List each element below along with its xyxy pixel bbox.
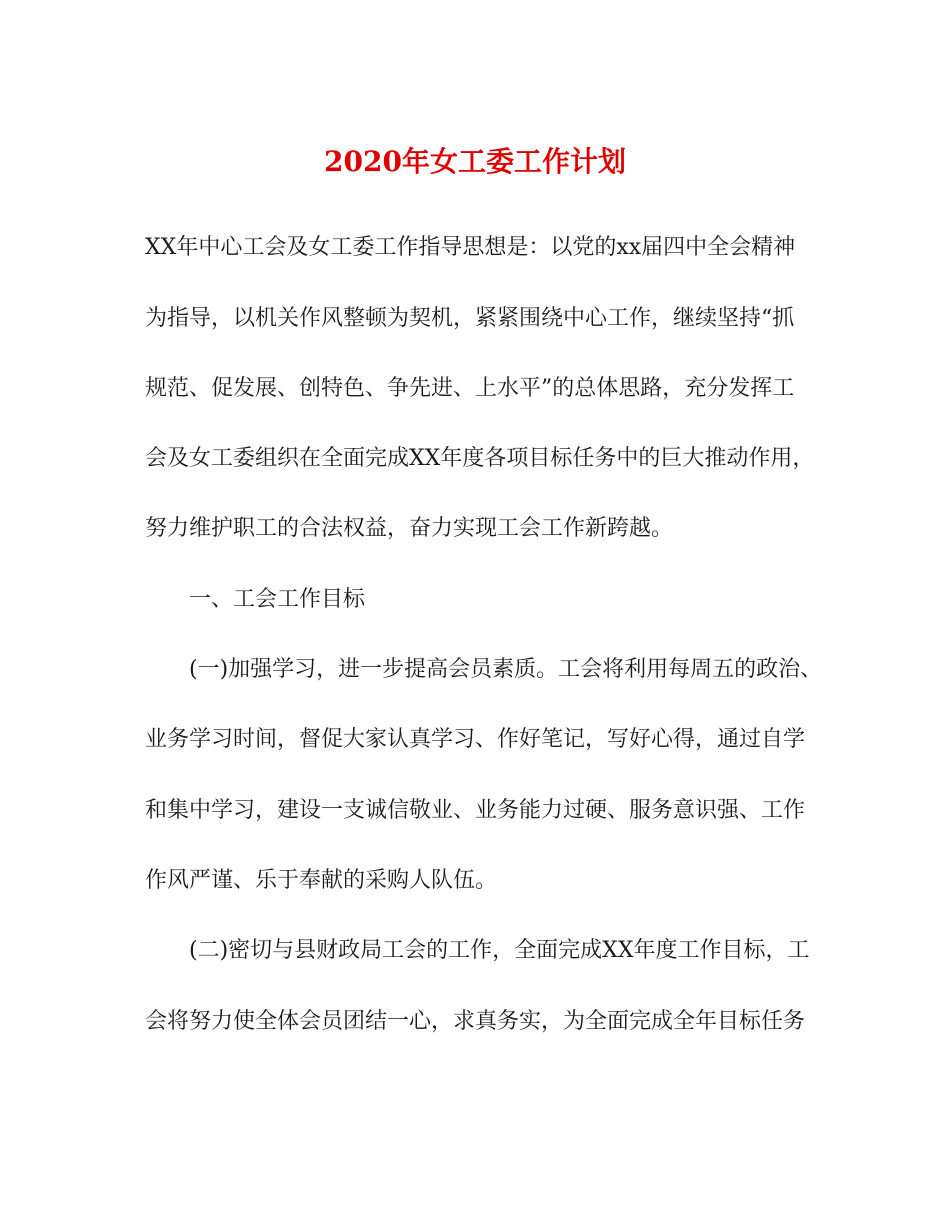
paragraph-line: 为指导，以机关作风整顿为契机，紧紧围绕中心工作，继续坚持“抓 [145, 306, 795, 331]
paragraph-line: 业务学习时间，督促大家认真学习、作好笔记，写好心得，通过自学 [145, 727, 806, 752]
document-title: 2020年女工委工作计划 [324, 145, 626, 178]
paragraph-line: 规范、促发展、创特色、争先进、上水平”的总体思路，充分发挥工 [145, 376, 795, 401]
paragraph-line: 会将努力使全体会员团结一心，求真务实，为全面完成全年目标任务 [145, 1009, 806, 1034]
paragraph-line: (二)密切与县财政局工会的工作，全面完成XX年度工作目标，工 [189, 938, 810, 963]
paragraph-line: 作风严谨、乐于奉献的采购人队伍。 [145, 868, 498, 893]
paragraph-line: 努力维护职工的合法权益，奋力实现工会工作新跨越。 [145, 516, 674, 541]
paragraph-line: 会及女工委组织在全面完成XX年度各项目标任务中的巨大推动作用， [145, 446, 815, 471]
paragraph-line: 和集中学习，建设一支诚信敬业、业务能力过硬、服务意识强、工作 [145, 798, 806, 823]
paragraph-line: (一)加强学习，进一步提高会员素质。工会将利用每周五的政治、 [189, 657, 823, 682]
paragraph-line: XX年中心工会及女工委工作指导思想是：以党的xx届四中全会精神 [145, 235, 796, 260]
section-heading: 一、工会工作目标 [189, 587, 366, 612]
